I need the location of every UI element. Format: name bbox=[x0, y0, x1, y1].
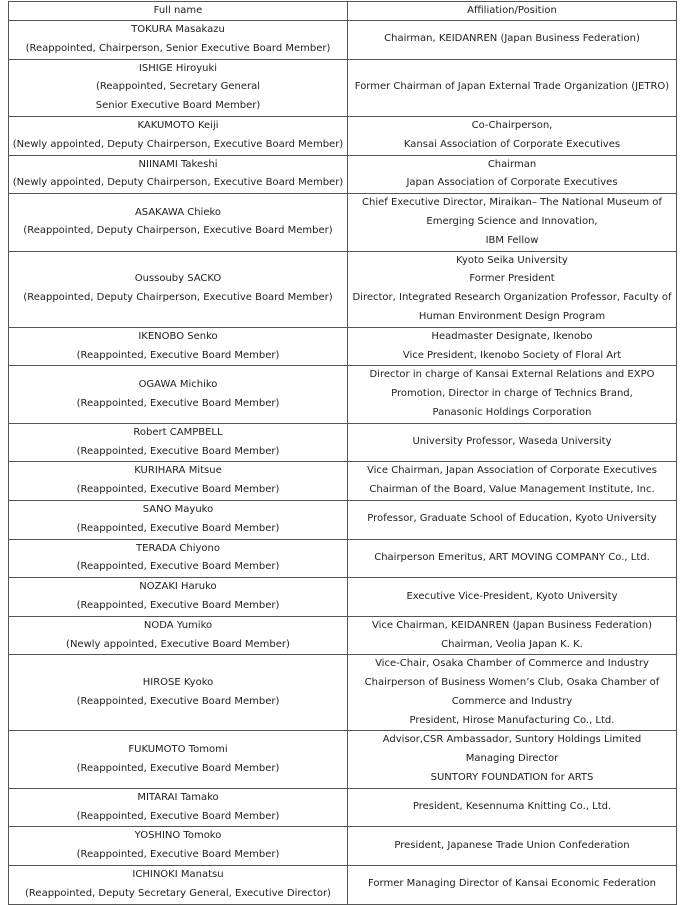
member-name: ISHIGE Hiroyuki bbox=[138, 62, 218, 74]
member-name: IKENOBO Senko bbox=[138, 330, 218, 342]
affiliation-line: Executive Vice-President, Kyoto University bbox=[406, 590, 618, 602]
member-affiliation-cell bbox=[348, 655, 677, 731]
affiliation-line: Former Chairman of Japan External Trade Organization (JETRO) bbox=[354, 81, 670, 93]
table-row bbox=[9, 539, 677, 578]
header-full-name: Full name bbox=[9, 2, 348, 21]
member-role: (Reappointed, Executive Board Member) bbox=[76, 445, 280, 457]
member-name-cell bbox=[9, 423, 348, 462]
affiliation-line: Panasonic Holdings Corporation bbox=[432, 406, 592, 418]
member-name: NOZAKI Haruko bbox=[139, 581, 217, 593]
table-row bbox=[9, 578, 677, 617]
affiliation-line: Managing Director bbox=[465, 753, 559, 765]
affiliation-line: Chairperson Emeritus, ART MOVING COMPANY Co., Ltd. bbox=[374, 551, 650, 563]
affiliation-line: Chief Executive Director, Miraikan– The National Museum of bbox=[362, 197, 662, 209]
board-members-table bbox=[8, 1, 677, 905]
member-role: (Reappointed, Executive Board Member) bbox=[76, 762, 280, 774]
table-row bbox=[9, 116, 677, 155]
member-name-cell bbox=[9, 866, 348, 905]
affiliation-line: Advisor,CSR Ambassador, Suntory Holdings Limited bbox=[382, 734, 642, 746]
member-affiliation-cell bbox=[348, 327, 677, 366]
affiliation-line: President, Japanese Trade Union Confederation bbox=[394, 839, 630, 851]
member-affiliation-cell bbox=[348, 59, 677, 116]
member-role: (Reappointed, Executive Board Member) bbox=[76, 599, 280, 611]
member-role: (Reappointed, Executive Board Member) bbox=[76, 484, 280, 496]
header-affiliation: Affiliation/Position bbox=[348, 2, 677, 21]
table-row bbox=[9, 462, 677, 501]
affiliation-line: Director, Integrated Research Organization Professor, Faculty of bbox=[352, 292, 672, 304]
table-row bbox=[9, 155, 677, 194]
affiliation-line: Headmaster Designate, Ikenobo bbox=[431, 330, 593, 342]
affiliation-line: SUNTORY FOUNDATION for ARTS bbox=[430, 772, 594, 784]
member-name-cell bbox=[9, 500, 348, 539]
member-role: (Reappointed, Executive Board Member) bbox=[76, 561, 280, 573]
affiliation-line: Former Managing Director of Kansai Economic Federation bbox=[368, 878, 656, 890]
member-name: ICHINOKI Manatsu bbox=[132, 869, 224, 881]
member-role: (Reappointed, Chairperson, Senior Executive Board Member) bbox=[25, 42, 331, 54]
member-name: HIROSE Kyoko bbox=[142, 677, 214, 689]
member-affiliation-cell bbox=[348, 500, 677, 539]
table-row bbox=[9, 194, 677, 251]
table-row bbox=[9, 500, 677, 539]
member-role: (Reappointed, Executive Board Member) bbox=[76, 349, 280, 361]
affiliation-line: Kyoto Seika University bbox=[456, 254, 568, 266]
member-affiliation-cell bbox=[348, 788, 677, 827]
member-role: (Reappointed, Deputy Secretary General, Executive Director) bbox=[25, 887, 331, 899]
affiliation-line: IBM Fellow bbox=[485, 234, 539, 246]
member-name-cell bbox=[9, 616, 348, 655]
member-role: (Reappointed, Executive Board Member) bbox=[76, 810, 280, 822]
member-affiliation-cell bbox=[348, 155, 677, 194]
member-affiliation-cell bbox=[348, 462, 677, 501]
affiliation-line: University Professor, Waseda University bbox=[412, 436, 612, 448]
table-row bbox=[9, 21, 677, 60]
affiliation-line: Vice Chairman, KEIDANREN (Japan Business Federation) bbox=[372, 619, 652, 631]
affiliation-line: Chairman bbox=[487, 158, 537, 170]
member-role: (Reappointed, Secretary General bbox=[95, 81, 261, 93]
table-row bbox=[9, 731, 677, 788]
table-row bbox=[9, 251, 677, 327]
table-row bbox=[9, 866, 677, 905]
member-name-cell bbox=[9, 578, 348, 617]
member-affiliation-cell bbox=[348, 366, 677, 423]
member-name: NIINAMI Takeshi bbox=[138, 158, 218, 170]
table-row bbox=[9, 59, 677, 116]
member-affiliation-cell bbox=[348, 116, 677, 155]
affiliation-line: Co-Chairperson, bbox=[471, 119, 553, 131]
table-row bbox=[9, 616, 677, 655]
member-affiliation-cell bbox=[348, 616, 677, 655]
member-name: NODA Yumiko bbox=[143, 619, 213, 631]
affiliation-line: Chairman of the Board, Value Management Institute, Inc. bbox=[369, 484, 655, 496]
member-name: ASAKAWA Chieko bbox=[134, 206, 222, 218]
member-name-cell bbox=[9, 366, 348, 423]
member-name-cell bbox=[9, 827, 348, 866]
affiliation-line: President, Kesennuma Knitting Co., Ltd. bbox=[412, 801, 612, 813]
table-row bbox=[9, 827, 677, 866]
member-role: (Reappointed, Executive Board Member) bbox=[76, 695, 280, 707]
affiliation-line: Chairman, Veolia Japan K. K. bbox=[441, 638, 583, 650]
member-affiliation-cell bbox=[348, 21, 677, 60]
table-row bbox=[9, 366, 677, 423]
affiliation-line: Japan Association of Corporate Executives bbox=[406, 177, 618, 189]
member-name-cell bbox=[9, 327, 348, 366]
member-role: (Reappointed, Executive Board Member) bbox=[76, 397, 280, 409]
member-name: TOKURA Masakazu bbox=[131, 24, 225, 35]
member-name-cell bbox=[9, 462, 348, 501]
member-affiliation-cell bbox=[348, 251, 677, 327]
member-name: KURIHARA Mitsue bbox=[134, 465, 222, 477]
affiliation-line: Director in charge of Kansai External Relations and EXPO bbox=[369, 369, 655, 381]
table-row bbox=[9, 655, 677, 731]
member-name-cell bbox=[9, 251, 348, 327]
member-affiliation-cell bbox=[348, 827, 677, 866]
member-name-cell bbox=[9, 21, 348, 60]
member-name-cell bbox=[9, 655, 348, 731]
table-row bbox=[9, 788, 677, 827]
affiliation-line: Commerce and Industry bbox=[451, 695, 573, 707]
table-header-row bbox=[9, 2, 677, 21]
member-name: YOSHINO Tomoko bbox=[134, 830, 222, 842]
member-affiliation-cell bbox=[348, 731, 677, 788]
affiliation-line: Promotion, Director in charge of Technics Brand, bbox=[391, 388, 633, 400]
member-name-cell bbox=[9, 539, 348, 578]
member-name-cell bbox=[9, 59, 348, 116]
table-body bbox=[9, 21, 677, 905]
member-name-cell bbox=[9, 155, 348, 194]
member-role: (Reappointed, Executive Board Member) bbox=[76, 522, 280, 534]
member-name: MITARAI Tamako bbox=[137, 791, 219, 803]
member-role: (Reappointed, Deputy Chairperson, Executive Board Member) bbox=[23, 225, 333, 237]
member-affiliation-cell bbox=[348, 866, 677, 905]
member-name-cell bbox=[9, 731, 348, 788]
affiliation-line: Kansai Association of Corporate Executives bbox=[403, 138, 621, 150]
member-role: (Newly appointed, Executive Board Member) bbox=[66, 638, 290, 650]
member-affiliation-cell bbox=[348, 194, 677, 251]
member-role: (Reappointed, Executive Board Member) bbox=[76, 849, 280, 861]
affiliation-line: Chairman, KEIDANREN (Japan Business Federation) bbox=[384, 33, 640, 45]
member-name-cell bbox=[9, 116, 348, 155]
member-affiliation-cell bbox=[348, 578, 677, 617]
affiliation-line: Human Environment Design Program bbox=[418, 310, 606, 322]
member-name: Robert CAMPBELL bbox=[133, 426, 223, 438]
table-row bbox=[9, 327, 677, 366]
member-role: Senior Executive Board Member) bbox=[95, 100, 261, 112]
member-name-cell bbox=[9, 788, 348, 827]
table-row bbox=[9, 423, 677, 462]
affiliation-line: Vice Chairman, Japan Association of Corporate Executives bbox=[366, 465, 658, 477]
member-name: FUKUMOTO Tomomi bbox=[128, 743, 228, 755]
member-name: Oussouby SACKO bbox=[134, 273, 222, 285]
member-name-cell bbox=[9, 194, 348, 251]
member-affiliation-cell bbox=[348, 423, 677, 462]
member-name: KAKUMOTO Keiji bbox=[137, 119, 219, 131]
member-name: SANO Mayuko bbox=[142, 503, 214, 515]
affiliation-line: Professor, Graduate School of Education, Kyoto University bbox=[367, 513, 657, 525]
affiliation-line: Vice President, Ikenobo Society of Floral Art bbox=[402, 349, 622, 361]
affiliation-line: Chairperson of Business Women’s Club, Osaka Chamber of bbox=[364, 677, 660, 689]
affiliation-line: Former President bbox=[469, 273, 555, 285]
member-affiliation-cell bbox=[348, 539, 677, 578]
member-name: TERADA Chiyono bbox=[136, 542, 220, 554]
member-role: (Reappointed, Deputy Chairperson, Executive Board Member) bbox=[23, 292, 333, 304]
affiliation-line: Emerging Science and Innovation, bbox=[426, 215, 598, 227]
affiliation-line: President, Hirose Manufacturing Co., Ltd. bbox=[409, 714, 615, 726]
member-role: (Newly appointed, Deputy Chairperson, Executive Board Member) bbox=[12, 177, 344, 189]
member-role: (Newly appointed, Deputy Chairperson, Executive Board Member) bbox=[12, 138, 344, 150]
member-name: OGAWA Michiko bbox=[138, 378, 218, 390]
affiliation-line: Vice-Chair, Osaka Chamber of Commerce and Industry bbox=[375, 658, 649, 670]
